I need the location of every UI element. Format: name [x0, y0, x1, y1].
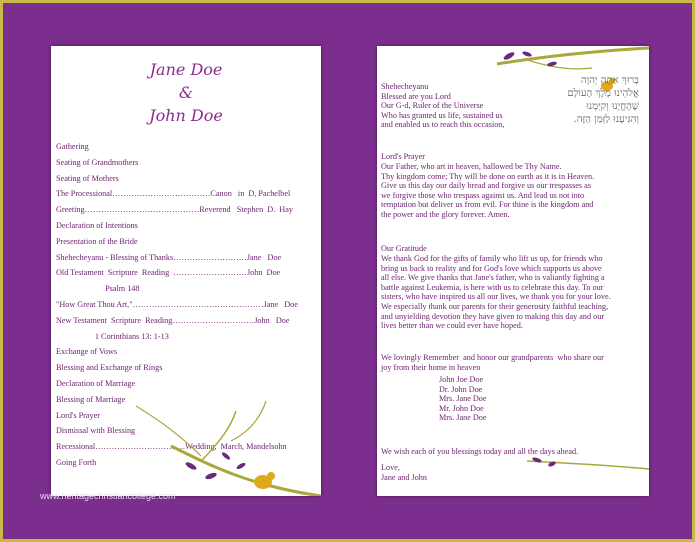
program-item: The Processional………………………………Canon in D, Pachelbel [56, 189, 291, 199]
program-item: Lord's Prayer [56, 410, 100, 420]
program-item: 1 Corinthians 13: 1-13 [56, 331, 169, 341]
remember-line: We lovingly Remember and honor our grandparents who share our [381, 353, 604, 362]
readings-page [377, 46, 649, 496]
hebrew-line: בָּרוּךְ אַתָּה יְהוָה [580, 75, 639, 86]
hebrew-line: שֶׁהֶחֱיָנוּ וְקִיְּמָנוּ [586, 101, 639, 112]
prayer-line: Thy kingdom come; Thy will be done on earth as it is in Heaven. [381, 171, 595, 181]
shehecheyanu-text [381, 82, 643, 130]
blessing-line: Who has granted us life, sustained us [381, 110, 503, 120]
program-item: Blessing of Marriage [56, 394, 126, 404]
gratitude-line: We especially thank our parents for their generosity faithful teaching, [381, 301, 609, 311]
ampersand: & [178, 83, 194, 102]
prayer-line: the power and the glory forever. Amen. [381, 209, 510, 219]
blessing-line: and enabled us to reach this occasion, [381, 120, 505, 130]
program-item: Old Testament Scripture Reading ………………………John Doe [56, 268, 281, 278]
blessing-line: Blessed are you Lord [381, 91, 451, 101]
gratitude-line: sisters, who have inspired us all our lives, we thank you for your love. [381, 292, 611, 302]
program-item: Declaration of Intentions [56, 220, 138, 230]
gratitude-line: battle against Leukemia, is here with us to celebrate this day. To our [381, 282, 604, 292]
program-item: Blessing and Exchange of Rings [56, 363, 163, 373]
wish-text: We wish each of you blessings today and all the days ahead. [381, 447, 579, 456]
grandparent-name: Mrs. Jane Doe [439, 394, 487, 404]
branch-decoration-bottom [377, 451, 649, 491]
program-item: Psalm 148 [56, 284, 140, 294]
grandparent-name: John Joe Doe [439, 375, 484, 384]
watermark: www.heritagechristiancollege.com [40, 491, 176, 501]
program-page [51, 46, 321, 496]
grandparent-name: Mrs. Jane Doe [439, 413, 487, 423]
program-item: "How Great Thou Art,"…………………………………………Jane Doe [56, 299, 298, 309]
prayer-line: temptation but deliver us from evil. For thine is the kingdom and [381, 200, 594, 210]
program-item: Recessional……………………………Wedding, March, Mandelsohn [56, 442, 287, 452]
blessing-line: Shehecheyanu [381, 82, 429, 91]
bride-name: Jane Doe [149, 60, 223, 79]
remember-line: joy from their home in heaven [381, 362, 481, 372]
branch-decoration-left [51, 46, 321, 496]
groom-name: John Doe [149, 106, 223, 125]
gratitude-line: We thank God for the gifts of family who lift us up, for friends who [381, 254, 603, 263]
program-item: Seating of Mothers [56, 173, 119, 183]
closing-line: Love, [381, 463, 400, 472]
gratitude-text [381, 254, 643, 331]
hebrew-line: אֱלֹהֵינוּ מֶלֶךְ הָעוֹלָם [567, 88, 639, 99]
remember-text [381, 353, 643, 372]
blessing-line: Our G-d, Ruler of the Universe [381, 101, 484, 111]
gratitude-line: and unyielding devotion they have given to making this day and our [381, 311, 605, 321]
program-item: Going Forth [56, 457, 97, 467]
gratitude-line: lives better than we could ever have hoped. [381, 321, 523, 331]
closing-line: Jane and John [381, 472, 427, 482]
gratitude-line: bring us back to reality and for God's love which supports us above [381, 263, 602, 273]
prayer-line: Our Father, who art in heaven, hallowed be Thy Name. [381, 162, 562, 171]
gratitude-line: all else. We give thanks that Jane's father, who is valiantly fighting a [381, 273, 605, 283]
prayer-line: Give us this day our daily bread and forgive us our trespasses as [381, 181, 591, 191]
prayer-line: we forgive those who trespass against us. And lead us not into [381, 190, 585, 200]
grandparent-name: Dr. John Doe [439, 384, 483, 394]
gratitude-title: Our Gratitude [381, 244, 427, 253]
program-item: Shehecheyanu - Blessing of Thanks………………………Jane Doe [56, 252, 282, 262]
program-item: Greeting……………………………………Reverend Stephen D. Hay [56, 205, 293, 215]
grandparents-list [439, 375, 649, 423]
prayer-title: Lord's Prayer [381, 152, 425, 161]
program-item: Declaration of Marriage [56, 378, 136, 388]
program-item: Exchange of Vows [56, 347, 118, 357]
hebrew-line: וְהִגִּיעָנוּ לַזְּמַן הַזֶּה. [573, 114, 639, 125]
grandparent-name: Mr. John Doe [439, 403, 484, 413]
program-item: Dismissal with Blessing [56, 426, 136, 436]
program-item: Gathering [56, 142, 89, 151]
program-item: Presentation of the Bride [56, 236, 138, 246]
program-item: Seating of Grandmothers [56, 157, 139, 167]
lords-prayer-text [381, 162, 643, 220]
program-item: New Testament Scripture Reading…………………………John Doe [56, 315, 290, 325]
